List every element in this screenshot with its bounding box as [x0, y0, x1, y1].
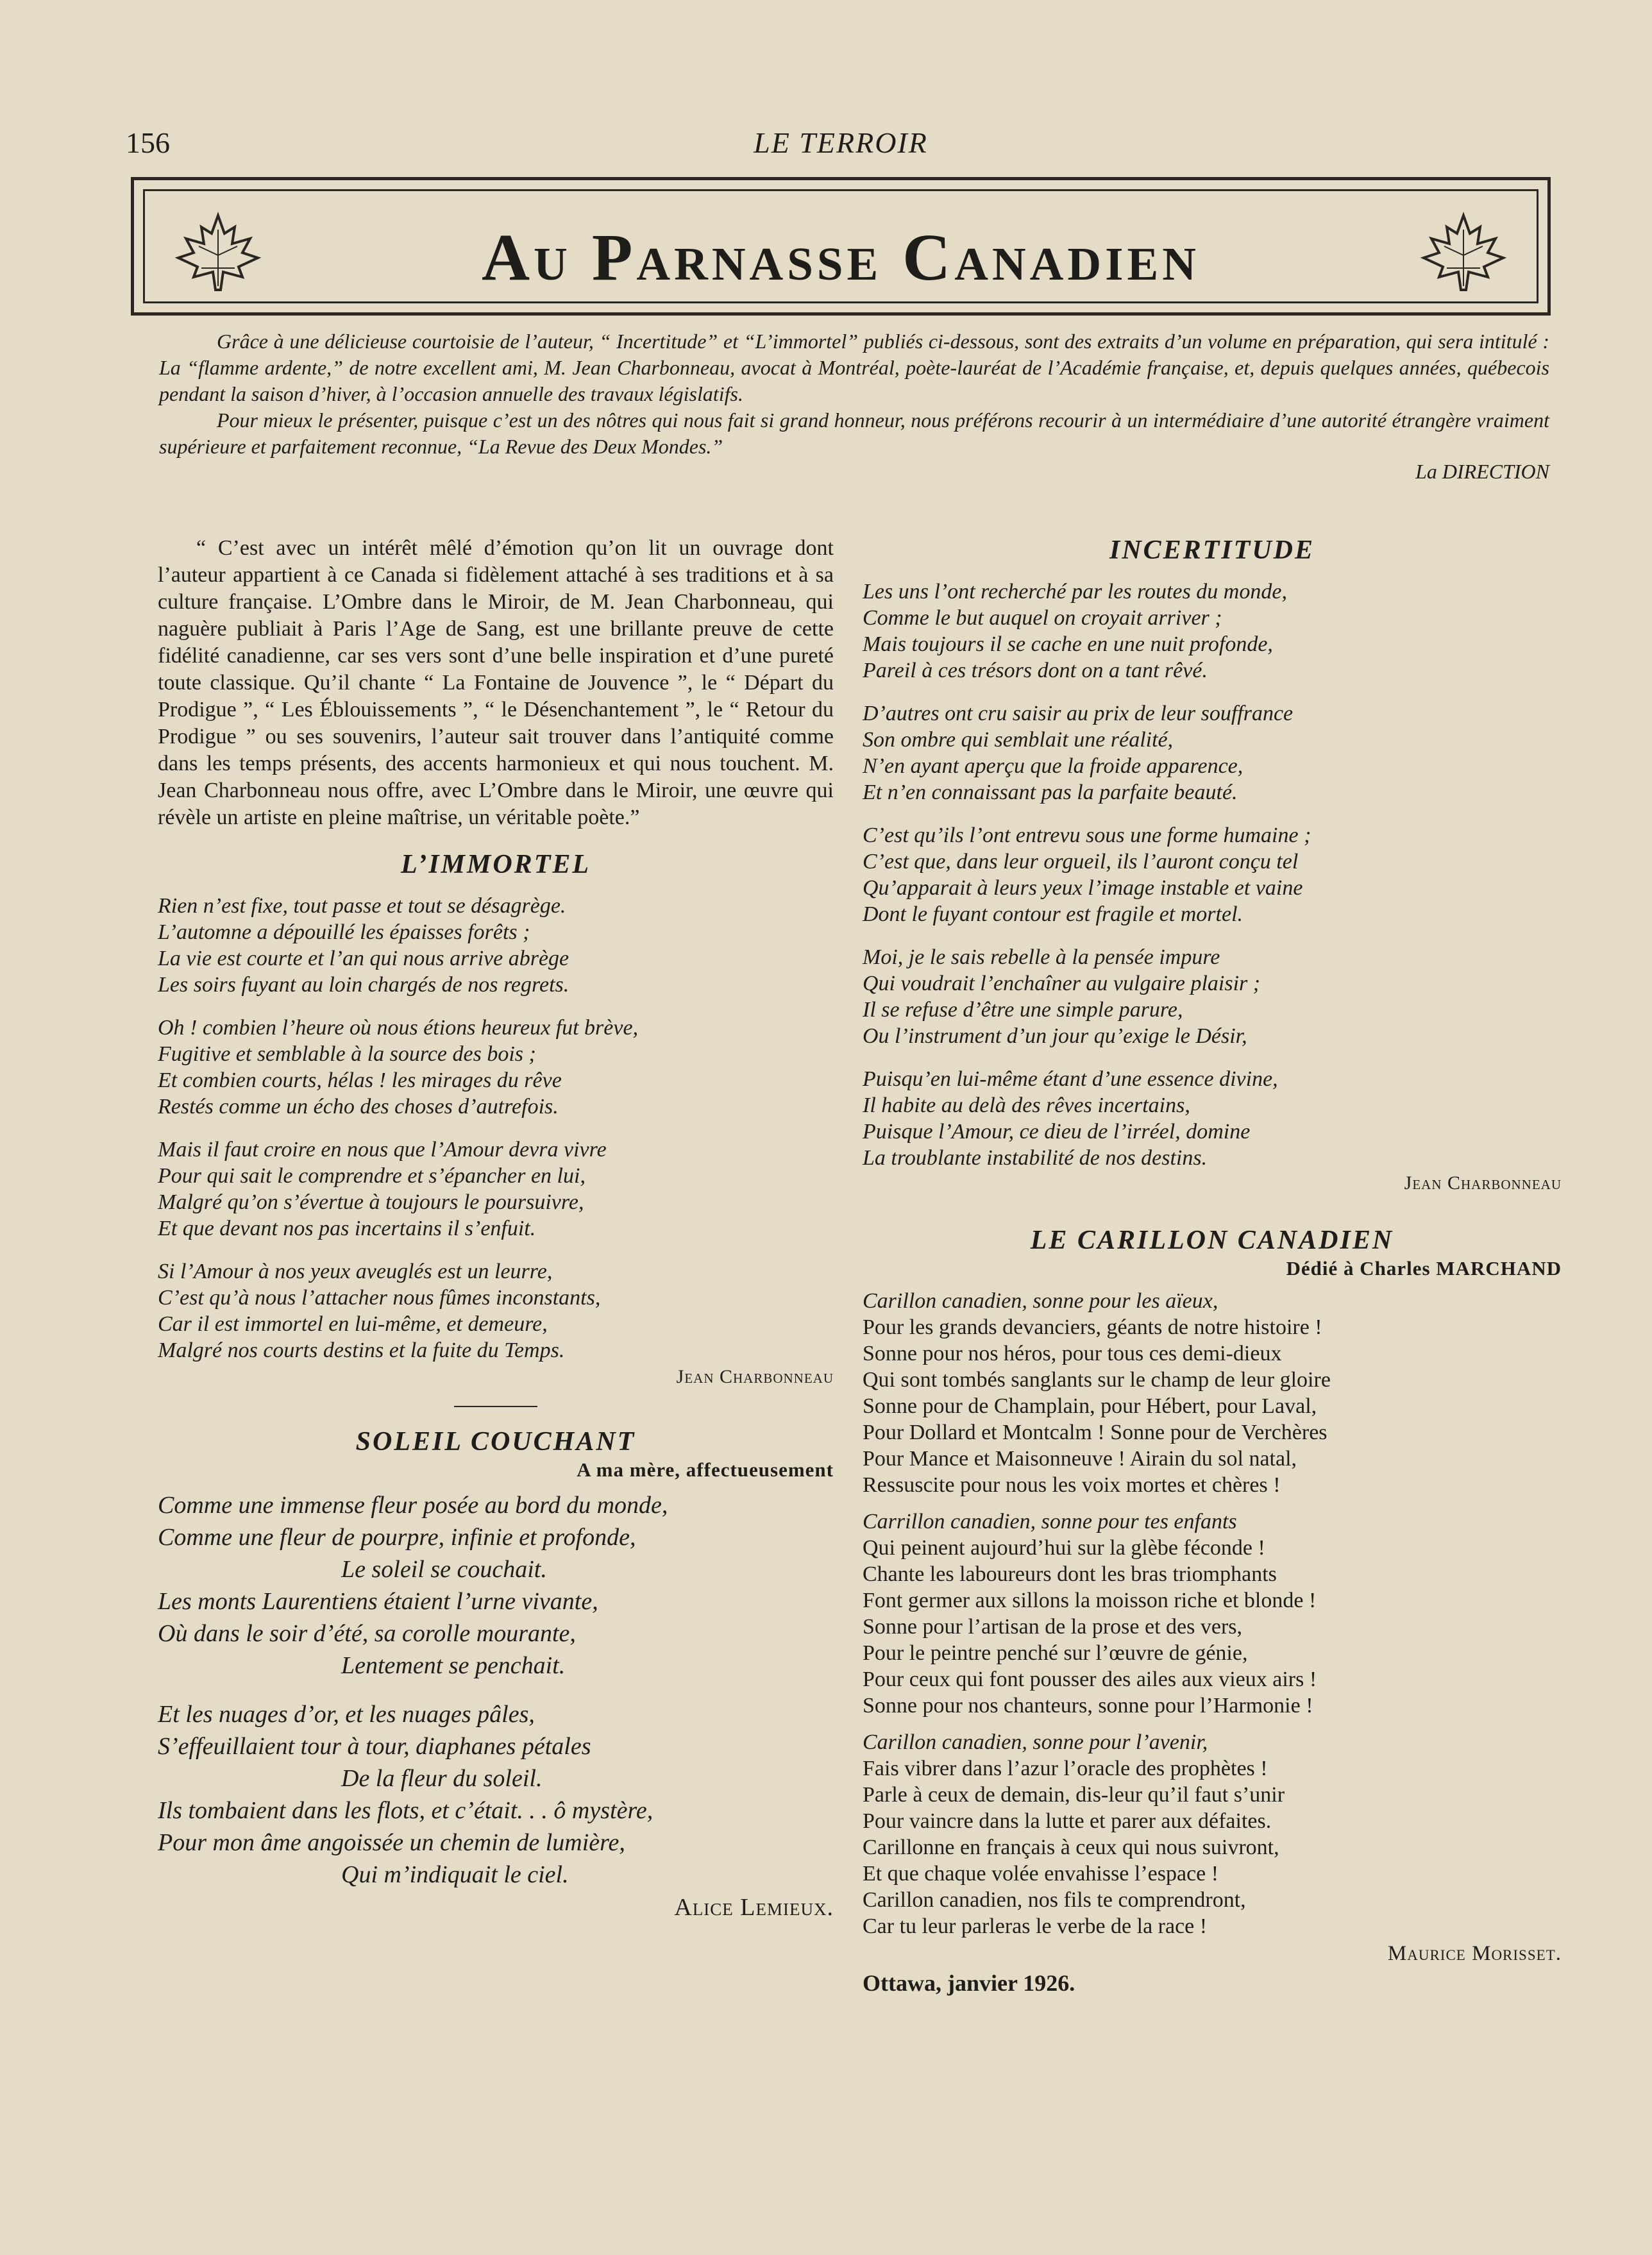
verse-line: Carillonne en français à ceux qui nous suivront,	[863, 1836, 1279, 1859]
poem-dedication: A ma mère, affectueusement	[577, 1458, 834, 1481]
verse-line: Les uns l’ont recherché par les routes du monde,	[863, 580, 1287, 604]
verse-line: N’en ayant aperçu que la froide apparence,	[863, 754, 1243, 778]
editorial-intro	[159, 328, 1549, 485]
verse-line: Puisque l’Amour, ce dieu de l’irréel, domine	[863, 1120, 1251, 1144]
verse-line: De la fleur du soleil.	[341, 1765, 543, 1792]
verse-line: Qui voudrait l’enchaîner au vulgaire plaisir ;	[863, 972, 1261, 995]
verse-line: Font germer aux sillons la moisson riche et blonde !	[863, 1589, 1317, 1612]
verse-line: Carillon canadien, nos fils te comprendront,	[863, 1888, 1246, 1912]
verse-line: Si l’Amour à nos yeux aveuglés est un leurre,	[158, 1260, 553, 1283]
verse-line: Chante les laboureurs dont les bras triomphants	[863, 1562, 1277, 1586]
poem-signature: Jean Charbonneau	[676, 1366, 834, 1387]
intro-paragraph: Grâce à une délicieuse courtoisie de l’auteur, “ Incertitude” et “L’immortel” publiés ci-dessous, sont des extraits d’un volume en préparation, qui sera intitulé : La “flamme ardente,” de notre excellent ami, M. Jean Charbonneau, avocat à Montréal, poète-lauréat de l’Académie française, et, depuis quelques années, québecois pendant la saison d’hiver, à l’occasion annuelle des travaux législatifs.	[159, 330, 1549, 405]
verse-line: Pour qui sait le comprendre et s’épancher en lui,	[158, 1164, 586, 1188]
verse-line: Carrillon canadien, sonne pour tes enfants	[863, 1510, 1237, 1533]
verse-line: Il se refuse d’être une simple parure,	[863, 998, 1183, 1022]
verse-line: Ou l’instrument d’un jour qu’exige le Désir,	[863, 1024, 1247, 1048]
verse-line: Son ombre qui semblait une réalité,	[863, 728, 1174, 752]
verse-line: Et n’en connaissant pas la parfaite beauté.	[863, 781, 1238, 804]
verse-line: D’autres ont cru saisir au prix de leur souffrance	[863, 702, 1294, 725]
verse-line: Rien n’est fixe, tout passe et tout se désagrège.	[158, 894, 566, 918]
place-date: Ottawa, janvier 1926.	[863, 1970, 1075, 1996]
verse-line: Fugitive et semblable à la source des bois ;	[158, 1042, 536, 1066]
banner-title: Au Parnasse Canadien	[482, 221, 1200, 294]
verse-line: Pour mon âme angoissée un chemin de lumière,	[158, 1829, 625, 1856]
verse-line: Mais il faut croire en nous que l’Amour devra vivre	[158, 1138, 607, 1161]
verse-line: Comme une fleur de pourpre, infinie et profonde,	[158, 1524, 636, 1551]
verse-line: Et les nuages d’or, et les nuages pâles,	[158, 1701, 535, 1728]
verse-line: Pour les grands devanciers, géants de notre histoire !	[863, 1315, 1322, 1339]
poem-incertitude	[863, 579, 1562, 1194]
verse-line: Carillon canadien, sonne pour l’avenir,	[863, 1730, 1208, 1754]
poem-signature: Maurice Morisset.	[1387, 1942, 1562, 1965]
verse-line: Fais vibrer dans l’azur l’oracle des prophètes !	[863, 1757, 1268, 1780]
verse-line: Ils tombaient dans les flots, et c’était. . . ô mystère,	[158, 1797, 653, 1824]
intro-signature: La DIRECTION	[1415, 460, 1549, 483]
poem-title-immortel: L’IMMORTEL	[400, 850, 591, 879]
verse-line: Puisqu’en lui-même étant d’une essence divine,	[863, 1067, 1278, 1091]
verse-line: Restés comme un écho des choses d’autrefois.	[158, 1095, 559, 1119]
verse-line: Oh ! combien l’heure où nous étions heureux fut brève,	[158, 1016, 639, 1040]
stanza	[863, 579, 1562, 684]
banner-inner-frame	[143, 189, 1538, 303]
verse-line: C’est qu’à nous l’attacher nous fûmes inconstants,	[158, 1286, 601, 1310]
poem-dedication: Dédié à Charles MARCHAND	[1286, 1257, 1562, 1280]
verse-line: Mais toujours il se cache en une nuit profonde,	[863, 632, 1273, 656]
poem-title-carillon: LE CARILLON CANADIEN	[1030, 1226, 1394, 1255]
stanza	[158, 1136, 834, 1242]
stanza	[158, 1258, 834, 1364]
verse-line: Pour Dollard et Montcalm ! Sonne pour de Verchères	[863, 1421, 1328, 1444]
verse-line: Il habite au delà des rêves incertains,	[863, 1094, 1190, 1117]
poem-soleil	[158, 1489, 834, 1921]
stanza	[863, 1066, 1562, 1171]
verse-line: Où dans le soir d’été, sa corolle mourante,	[158, 1620, 576, 1647]
verse-line: Comme le but auquel on croyait arriver ;	[863, 606, 1222, 630]
verse-line: Qui peinent aujourd’hui sur la glèbe féconde !	[863, 1536, 1265, 1560]
verse-line: Sonne pour l’artisan de la prose et des vers,	[863, 1615, 1242, 1639]
verse-line: La vie est courte et l’an qui nous arrive abrège	[158, 947, 569, 970]
verse-line: Pour le peintre penché sur l’œuvre de génie,	[863, 1641, 1248, 1665]
poem-signature: Jean Charbonneau	[1404, 1172, 1562, 1194]
verse-line: Dont le fuyant contour est fragile et mortel.	[863, 902, 1243, 926]
verse-line: Comme une immense fleur posée au bord du monde,	[158, 1492, 668, 1519]
verse-line: C’est que, dans leur orgueil, ils l’auront conçu tel	[863, 850, 1299, 874]
verse-line: Qu’apparait à leurs yeux l’image instable et vaine	[863, 876, 1303, 900]
verse-line: Pareil à ces trésors dont on a tant rêvé.	[863, 659, 1208, 682]
poem-carillon	[863, 1288, 1562, 1997]
verse-line: Pour Mance et Maisonneuve ! Airain du sol natal,	[863, 1447, 1297, 1471]
verse-line: La troublante instabilité de nos destins.	[863, 1146, 1208, 1170]
section-banner	[131, 177, 1551, 316]
verse-line: Malgré nos courts destins et la fuite du Temps.	[158, 1339, 565, 1362]
verse-line: S’effeuillaient tour à tour, diaphanes pétales	[158, 1733, 591, 1760]
poem-title-soleil: SOLEIL COUCHANT	[355, 1427, 636, 1457]
verse-line: Sonne pour nos héros, pour tous ces demi-dieux	[863, 1342, 1282, 1365]
stanza	[158, 1698, 834, 1891]
stanza	[158, 893, 834, 998]
verse-line: Sonne pour nos chanteurs, sonne pour l’Harmonie !	[863, 1694, 1313, 1718]
verse-line: Les monts Laurentiens étaient l’urne vivante,	[158, 1588, 598, 1615]
verse-line: Qui sont tombés sanglants sur le champ de leur gloire	[863, 1368, 1331, 1392]
verse-line: C’est qu’ils l’ont entrevu sous une forme humaine ;	[863, 823, 1311, 847]
review-quote: “ C’est avec un intérêt mêlé d’émotion qu’on lit un ouvrage dont l’auteur appartient à ce Canada si fidèlement attaché à ses traditions et à sa culture française. L’Ombre dans le Miroir, de M. Jean Charbonneau, qui naguère publiait à Paris l’Age de Sang, est une brillante preuve de cette fidélité canadienne, car ses vers sont d’une belle inspiration et d’une pureté toute classique. Qu’il chante “ La Fontaine de Jouvence ”, le “ Départ du Prodigue ”, “ Les Éblouissements ”, “ le Désenchantement ”, le “ Retour du Prodigue ” ou ses souvenirs, l’auteur sait trouver dans l’antiquité comme dans les temps présents, des accents harmonieux et qui nous touchent. M. Jean Charbonneau nous offre, avec L’Ombre dans le Miroir, une œuvre qui révèle un artiste en pleine maîtrise, un véritable poète.”	[158, 536, 834, 829]
stanza	[863, 944, 1562, 1049]
right-column	[863, 535, 1562, 1997]
verse-line: Carillon canadien, sonne pour les aïeux,	[863, 1289, 1218, 1313]
verse-line: L’automne a dépouillé les épaisses forêts ;	[158, 920, 530, 944]
verse-line: Car il est immortel en lui-même, et demeure,	[158, 1312, 548, 1336]
page-header	[126, 126, 1556, 164]
poem-title-incertitude: INCERTITUDE	[1109, 536, 1315, 565]
verse-line: Sonne pour de Champlain, pour Hébert, pour Laval,	[863, 1394, 1317, 1418]
running-title: LE TERROIR	[754, 126, 928, 159]
stanza	[863, 700, 1562, 806]
verse-line: Pour vaincre dans la lutte et parer aux défaites.	[863, 1809, 1272, 1833]
stanza	[863, 822, 1562, 927]
verse-line: Les soirs fuyant au loin chargés de nos regrets.	[158, 973, 569, 997]
verse-line: Lentement se penchait.	[341, 1652, 566, 1679]
verse-line: Et que devant nos pas incertains il s’enfuit.	[158, 1217, 536, 1240]
stanza	[863, 1288, 1562, 1498]
intro-paragraph: Pour mieux le présenter, puisque c’est un des nôtres qui nous fait si grand honneur, nous préférons recourir à un intermédiaire d’une autorité étrangère vraiment supérieure et parfaitement reconnue, “La Revue des Deux Mondes.”	[159, 409, 1549, 458]
verse-line: Moi, je le sais rebelle à la pensée impure	[863, 945, 1220, 969]
stanza	[863, 1729, 1562, 1939]
poem-signature: Alice Lemieux.	[674, 1894, 834, 1921]
verse-line: Pour ceux qui font pousser des ailes aux vieux airs !	[863, 1668, 1317, 1691]
page-number: 156	[126, 126, 170, 159]
verse-line: Parle à ceux de demain, dis-leur qu’il faut s’unir	[863, 1783, 1285, 1807]
verse-line: Et combien courts, hélas ! les mirages du rêve	[158, 1068, 562, 1092]
maple-leaf-icon	[1416, 210, 1511, 294]
verse-line: Qui m’indiquait le ciel.	[341, 1861, 569, 1888]
stanza	[158, 1489, 834, 1682]
verse-line: Et que chaque volée envahisse l’espace !	[863, 1862, 1219, 1886]
left-column	[158, 535, 834, 1921]
verse-line: Le soleil se couchait.	[341, 1556, 547, 1583]
poem-immortel	[158, 893, 834, 1388]
stanza	[158, 1015, 834, 1120]
verse-line: Ressuscite pour nous les voix mortes et chères !	[863, 1473, 1281, 1497]
stanza	[863, 1508, 1562, 1719]
section-divider	[454, 1406, 537, 1407]
verse-line: Malgré qu’on s’évertue à toujours le poursuivre,	[158, 1190, 584, 1214]
verse-line: Car tu leur parleras le verbe de la race !	[863, 1914, 1208, 1938]
